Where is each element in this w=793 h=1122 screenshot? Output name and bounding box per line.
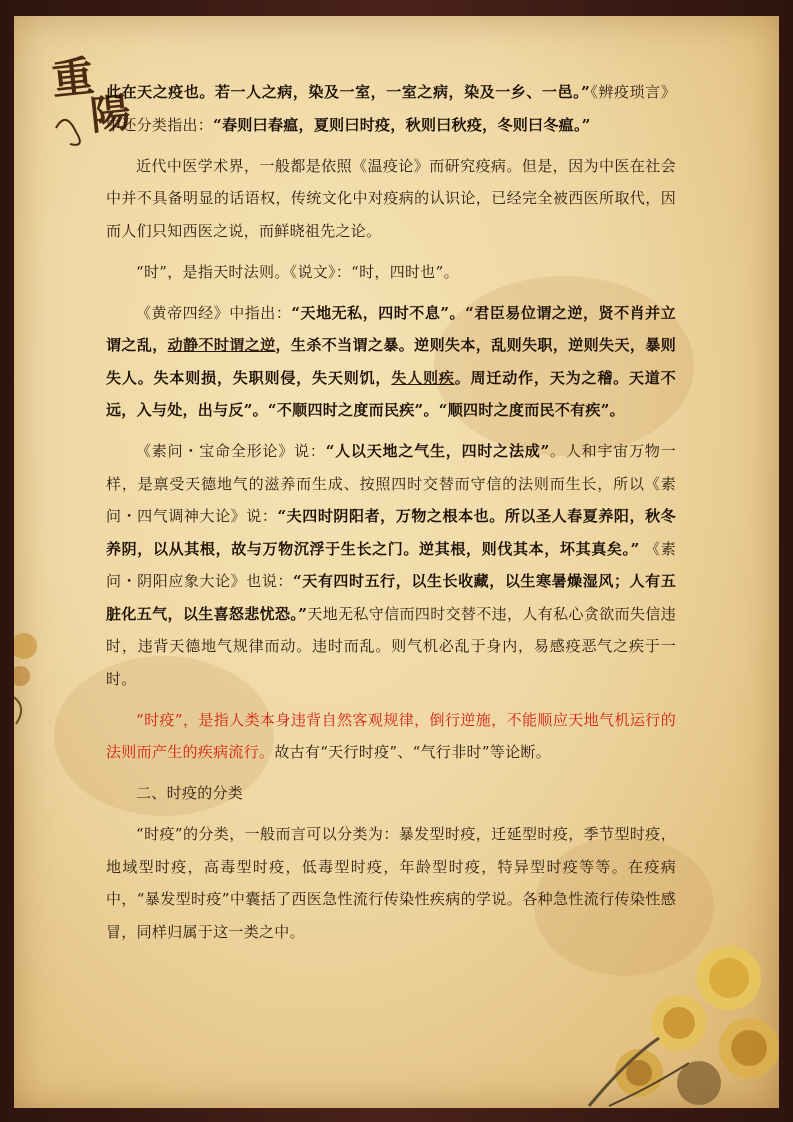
body-text: 《辨疫琐言》中还分类指出： [106, 83, 676, 134]
paragraph-5 [106, 435, 676, 695]
quote-text: “天有四时五行，以生长收藏，以生寒暑燥湿风；人有五脏化五气，以生喜怒悲忧恐。” [106, 572, 676, 623]
highlight-definition: “时疫”，是指人类本身违背自然客观规律，倒行逆施，不能顺应天地气机运行的法则而产生的疾病流行。 [106, 710, 676, 761]
quote-text: ，生杀不当谓之暴。逆则失本，乱则失职，逆则失天，暴则失人。失本则损，失职则侵，失天则饥， [106, 336, 676, 387]
underlined-quote: 动静不时谓之逆 [167, 336, 276, 354]
section-heading: 二、时疫的分类 [136, 784, 244, 802]
quote-text: “春则曰春瘟，夏则曰时疫，秋则曰秋疫，冬则曰冬瘟。” [213, 115, 591, 134]
quote-text: “人以天地之气生，四时之法成” [325, 442, 550, 460]
paragraph-1 [106, 76, 676, 141]
underlined-quote: 失人则疾 [391, 368, 455, 387]
paragraph-3: “时”，是指天时法则。《说文》：“时，四时也”。 [136, 262, 459, 281]
quote-text: 。周迁动作，天为之稽。天道不远，入与处，出与反”。“不顺四时之度而民疾”。“顺四时之度而民不有疾”。 [106, 368, 677, 419]
left-flower-decoration-icon [14, 606, 50, 726]
body-text: 故古有“天行时疫”、“气行非时”等论断。 [274, 743, 551, 761]
svg-text:重: 重 [49, 51, 97, 105]
chrysanthemum-decoration-icon [579, 938, 779, 1108]
body-text: 天地无私守信而四时交替不违，人有私心贪欲而失信违时，违背天德地气规律而动。违时而乱。则气机必乱于身内，易感疫恶气之疾于一时。 [106, 604, 676, 688]
article-body [106, 76, 676, 957]
body-text: 《素问・阴阳应象大论》也说： [106, 539, 676, 590]
quote-text: “天地无私，四时不息”。“君臣易位谓之逆，贤不肖并立谓之乱， [106, 303, 676, 354]
paragraph-2: 近代中医学术界，一般都是依照《温疫论》而研究疫病。但是，因为中医在社会中并不具备明显的话语权，传统文化中对疫病的认识论，已经完全被西医所取代，因而人们只知西医之说，而鲜晓祖先之论。 [106, 156, 676, 240]
svg-text:陽: 陽 [88, 88, 133, 140]
body-text: 《素问・宝命全形论》说： [136, 442, 326, 460]
paragraph-6 [106, 704, 676, 769]
body-text: 《黄帝四经》中指出： [136, 303, 292, 322]
paragraph-8: “时疫”的分类，一般而言可以分类为：暴发型时疫，迁延型时疫，季节型时疫，地域型时疫，高毒型时疫，低毒型时疫，年龄型时疫，特异型时疫等等。在疫病中，“暴发型时疫”中囊括了西医急性流行传染性疾病的学说。各种急性流行传染性感冒，同样归属于这一类之中。 [106, 825, 676, 941]
quote-text: “夫四时阴阳者，万物之根本也。所以圣人春夏养阳，秋冬养阴，以从其根，故与万物沉浮于生长之门。逆其根，则伐其本，坏其真矣。” [106, 507, 676, 558]
quote-text: 此在天之疫也。若一人之病，染及一室，一室之病，染及一乡、一邑。” [106, 83, 591, 101]
body-text: 。人和宇宙万物一样，是禀受天德地气的滋养而生成、按照四时交替而守信的法则而生长，所以《素问・四气调神大论》说： [106, 442, 676, 525]
paragraph-4 [106, 297, 676, 427]
